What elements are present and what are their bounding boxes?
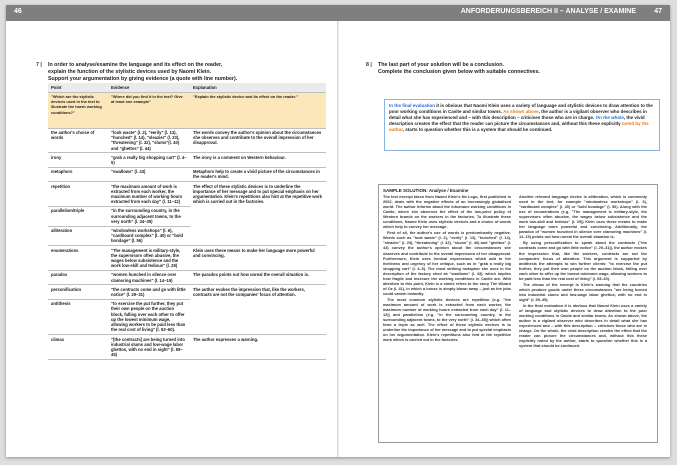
- cell-evidence: "The management is military-style, the supervisors often abusive, the wages below subsistence and the work low-skill and tedious" (l. 29): [108, 246, 190, 271]
- task-instructions-left: [48, 62, 237, 83]
- cell-evidence: "the maximum amount of work is extracted from each worker, the maximum number of working hours extracted from each day" (l. 11–12): [108, 182, 190, 207]
- cell-evidence: "windowless workshops" (l. 6), "cardboard complex" (l. 40) or "bold bondage" (l. 56): [108, 226, 190, 246]
- table-row: [48, 128, 326, 153]
- connective: noted by the author: [389, 121, 649, 132]
- book-spread: [6, 5, 670, 457]
- cell-explanation: The paradox points out how unreal the overall situation is.: [190, 270, 326, 284]
- table-row: [48, 285, 326, 299]
- cell-point: repetition: [48, 182, 108, 207]
- cell-explanation: The irony is a comment on Western behaviour.: [190, 153, 326, 167]
- task-line: The last part of your solution will be a conclusion.: [378, 62, 504, 68]
- hint-row: [48, 92, 326, 128]
- solution-paragraph: In the final evaluation it is obvious that Naomi Klein uses a variety of language and stylistic devices to draw attention to the poor working conditions in Cavite and similar towns. As shown above, the author is a vigilant observer who describes in detail what she has experienced and – with this description – criticises those who are in charge. On the whole, the vivid description creates the effect that the reader can picture the circumstances and, without this these explicitly noted by the author, starts to question whether this is a system that should be continued.: [519, 303, 647, 349]
- task-line: explain the function of the stylistic devices used by Naomi Klein.: [48, 69, 212, 75]
- conclusion-text: , the vivid description creates the effect that the reader can picture the circumstances and, without this these explicitly: [389, 115, 645, 126]
- connective: On the whole: [595, 115, 624, 120]
- conclusion-text: , the author is a vigilant observer who describes in detail what she has experienced and – with this description – criticises those who are in charge.: [389, 109, 647, 120]
- solution-paragraph: By using personification to speak about the contracts ("the contracts come and go with little notice" (l. 29–31)), the author evokes the impression that, like the workers, contracts are not the companies' focus of attention. This argument is supported by antithesis the attempts to win further clients: "to exercise the put further, they put their own people on the auction block, falling over each other to offer up the lowest minimum wage, allowing workers to be paid less than the real cost of living" (l. 53–60).: [519, 241, 647, 281]
- solution-paragraph: The text excerpt taken from Naomi Klein's No Logo, first published in 2002, deals with the negative effects of an increasingly globalised world. The author informs about the inhumane working conditions in Cavite, where she observes the effect of the low-price policy of Western brands on the workers in the factories. To illustrate these conditions, Naomi Klein uses stylistic devices and a choice of words which help to convey her message.: [383, 195, 511, 230]
- table-row: [48, 167, 326, 181]
- cell-evidence: "[the contracts] are being turned into industrial slums and low-wage labor ghettos, with no end in sight" (l. 59–45): [108, 335, 190, 360]
- cell-evidence: "the contracts come and go with little notice" (l. 29–31): [108, 285, 190, 299]
- task-number-right: 8 |: [366, 62, 372, 68]
- task-line: In order to analyse/examine the language and its effect on the reader,: [48, 62, 223, 68]
- cell-explanation: Metaphors help to create a vivid picture of the circumstances in the reader's mind.: [190, 167, 326, 181]
- cell-point: the author's choice of words: [48, 128, 108, 153]
- page-number-left: 46: [14, 8, 22, 15]
- solution-paragraph: First of all, the author's use of words is predominantly negative. Words such as "look waste" (l. 2), "eerily" (l. 13), "hunched" (l. 14), "sleazier" (l. 23), "threatening" (l. 32), "slums" (l. 40) and "ghettos" (l. 44) convey the author's opinion about the circumstances she observes and contribute to the overall impression of her disapproval. Furthermore, Klein uses ironical expressions which add to the liveliness and urgency of her critique, such as in "grab a really big shopping cart" (l. 4–5). The most striking metaphor she uses in the description of the factory shed as "swallows" (l. 43), which implies how fragile and insecure the working conditions in Cavite are. With attention to this point, Klein is a simile refers to the story The Wizard of Oz (l. 41), in which a house is simply blown away – just as the jobs could vanish instantly.: [383, 231, 511, 296]
- task-number-left: 7 |: [36, 62, 42, 68]
- cell-point: enumerations: [48, 246, 108, 271]
- table-header-row: [48, 83, 326, 92]
- hint-explanation: "Explain the stylistic device and its effect on the reader.": [190, 92, 326, 128]
- cell-point: personification: [48, 285, 108, 299]
- solution-column-1: [383, 195, 511, 350]
- cell-evidence: "grab a really big shopping cart" (l. 4–5): [108, 153, 190, 167]
- hint-point: "Which are the stylistic devices used in the text to illustrate the harsh working conditions?": [48, 92, 108, 128]
- solution-paragraph: Another relevant language device is alliteration, which is commonly used in the text, for example "windowless workshops" (l. 6), "cardboard complex" (l. 40) or "bold bondage" (l. 56). Along with the use of enumerations (e.g. "The management is military-style, the supervisors often abusive, the wages below subsistence and the work low-skill and tedious" (l. 29)) Klein uses these means to make her language more powerful and convincing. Additionally, the paradox of "women hunched in silence over clamoring machines" (l. 14–15) points out how unreal the overall situation is.: [519, 195, 647, 240]
- table-row: [48, 246, 326, 271]
- cell-explanation: Klein uses these means to make her language more powerful and convincing.: [190, 246, 326, 271]
- cell-explanation: The author evokes the impression that, like the workers, contracts are not the companies' focus of attention.: [190, 285, 326, 335]
- solution-paragraph: The climax of the excerpt is Klein's warning that the countries which produce goods under these circumstances "are being turned into industrial slums and low-wage labor ghettos, with no end in sight" (l. 59–45).: [519, 282, 647, 302]
- table-row: [48, 182, 326, 207]
- cell-evidence: "in the surrounding country, in the surrounding adjacent towns, to the very north" (l. 34–35): [108, 206, 190, 226]
- page-header-bar: [6, 5, 670, 21]
- conclusion-text: , starts to question whether this is a system that should be continued.: [402, 127, 553, 132]
- cell-point: parallelism/triple: [48, 206, 108, 226]
- header-point: Point: [48, 83, 108, 92]
- page-gutter: [337, 21, 339, 457]
- header-explanation: Explanation: [190, 83, 326, 92]
- stylistic-devices-table: [48, 83, 326, 360]
- cell-evidence: "to exercise the put further, they put their own people on the auction block, falling over each other to offer up the lowest minimum wage, allowing workers to be paid less than the real cost of living" (l. 53–60).: [108, 299, 190, 334]
- cell-evidence: "swallows" (l. 43): [108, 167, 190, 181]
- cell-evidence: "women hunched in silence over clamoring machines" (l. 14–15): [108, 270, 190, 284]
- solution-paragraph: The most common stylistic devices are repetition (e.g. "the maximum amount of work is extracted from each worker, the maximum number of working hours extracted from each day" (l. 11–12)) and parallelism (e.g. "in the surrounding country, in the surrounding adjacent towns, to the very north" (l. 34–35)) which often form a triple as well. The effect of these stylistic devices is to underline the importance of her message and to put special emphasis on her argumentation. Klein's repetitions also hint at the repetitive work which is carried out in the factories.: [383, 297, 511, 343]
- task-line: Complete the conclusion given below with suitable connectives.: [378, 69, 540, 75]
- sample-solution-title: SAMPLE SOLUTION: Analyse / Examine: [383, 188, 469, 193]
- conclusion-text: it is obvious that Naomi Klein uses a variety of language and stylistic devices to draw attention to the poor working conditions in Cavite and similar towns.: [389, 103, 653, 114]
- cell-explanation: The words convey the author's opinion about the circumstances she observes and contribute to the overall impression of her disapproval.: [190, 128, 326, 153]
- task-instructions-right: [378, 62, 540, 76]
- cell-point: climax: [48, 335, 108, 360]
- page-number-right: 47: [654, 8, 662, 15]
- cell-explanation: The effect of these stylistic devices is to underline the importance of her message and to put special emphasis on her argumentation. Klein's repetitions also hint at the repetitive work which is carried out in the factories.: [190, 182, 326, 246]
- hint-evidence: "Where did you find it in the text? Give at least one example": [108, 92, 190, 128]
- cell-point: alliteration: [48, 226, 108, 246]
- cell-point: metaphors: [48, 167, 108, 181]
- table-row: [48, 153, 326, 167]
- cell-point: paradox: [48, 270, 108, 284]
- sample-solution-box: [378, 184, 658, 443]
- cell-evidence: "look waste" (l. 2), "eerily" (l. 13), "hunched" (l. 14), "sleazier" (l. 23), "threatening" (l. 32), "slums"(l. 40) and "ghettos" (l. 44): [108, 128, 190, 153]
- table-row: [48, 270, 326, 284]
- solution-column-2: [519, 195, 647, 350]
- header-evidence: Evidence: [108, 83, 190, 92]
- conclusion-fill-box: [384, 99, 660, 151]
- connective: As shown above: [503, 109, 539, 114]
- connective: In the final evaluation: [389, 103, 436, 108]
- cell-explanation: The author expresses a warning.: [190, 335, 326, 360]
- cell-point: antithesis: [48, 299, 108, 334]
- task-line: Support your argumentation by giving evidence (a quote with line number).: [48, 76, 238, 82]
- table-row: [48, 335, 326, 360]
- running-title: ANFORDERUNGSBEREICH II – ANALYSE / EXAMINE: [460, 8, 636, 15]
- cell-point: irony: [48, 153, 108, 167]
